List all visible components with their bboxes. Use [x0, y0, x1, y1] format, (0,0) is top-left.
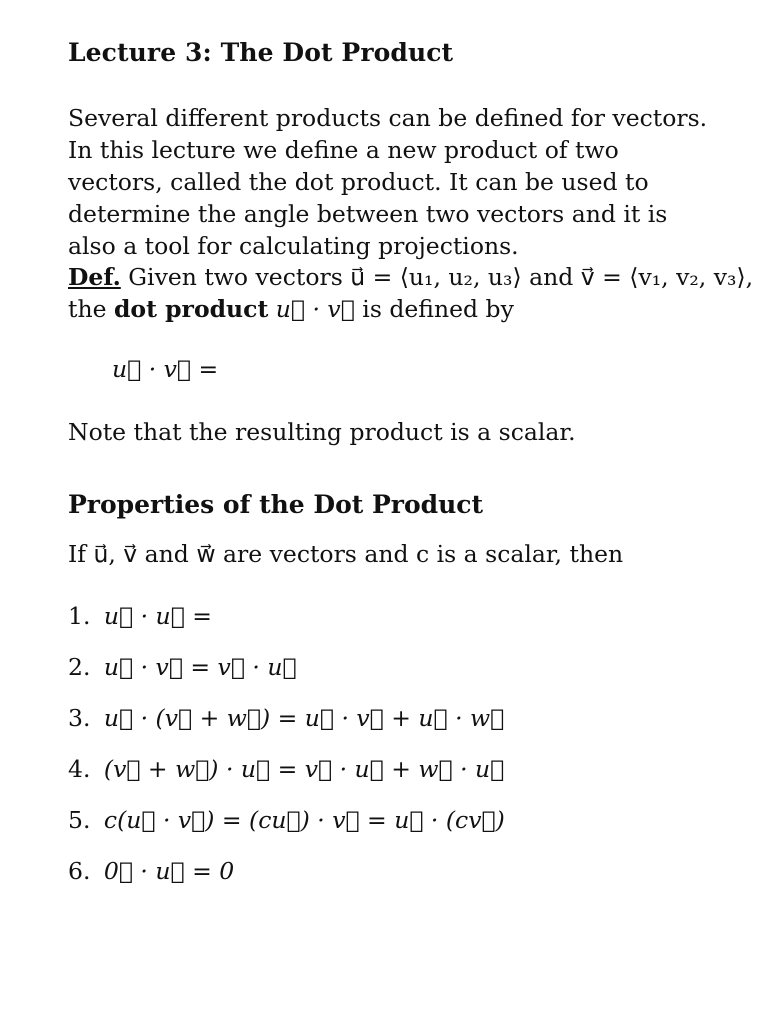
definition-label: Def.: [68, 263, 121, 291]
property-number: 2.: [68, 653, 91, 681]
property-formula: 0⃗ · u⃗ = 0: [103, 857, 235, 885]
scalar-note: Note that the resulting product is a scalar.: [68, 418, 576, 446]
property-number: 1.: [68, 602, 91, 630]
dot-product-formula: u⃗ · v⃗ =: [112, 355, 219, 383]
property-item: [68, 702, 504, 734]
property-formula: u⃗ · u⃗ =: [103, 602, 212, 630]
property-item: [68, 651, 297, 683]
definition-prefix: the: [68, 295, 107, 323]
property-formula: (v⃗ + w⃗) · u⃗ = v⃗ · u⃗ + w⃗ · u⃗: [103, 755, 505, 783]
definition-line-2: [68, 293, 708, 325]
lecture-title: Lecture 3: The Dot Product: [68, 38, 454, 67]
property-number: 3.: [68, 704, 91, 732]
property-number: 5.: [68, 806, 91, 834]
dot-product-notation: u⃗ · v⃗: [275, 295, 355, 323]
property-formula: u⃗ · (v⃗ + w⃗) = u⃗ · v⃗ + u⃗ · w⃗: [103, 704, 505, 732]
definition-vectors-text: Given two vectors u⃗ = ⟨u₁, u₂, u₃⟩ and v⃗ = ⟨v₁, v₂, v₃⟩,: [128, 263, 754, 291]
property-formula: u⃗ · v⃗ = v⃗ · u⃗: [103, 653, 297, 681]
property-number: 4.: [68, 755, 91, 783]
property-item: [68, 804, 505, 836]
dot-product-term: dot product: [113, 295, 269, 323]
properties-intro: If u⃗, v⃗ and w⃗ are vectors and c is a scalar, then: [68, 540, 624, 568]
property-formula: c(u⃗ · v⃗) = (cu⃗) · v⃗ = u⃗ · (cv⃗): [103, 806, 505, 834]
intro-paragraph: Several different products can be defined for vectors. In this lecture we define a new product of two vectors, called the dot product. It can be used to determine the angle between two vectors and it is also a tool for calculating projections.: [68, 104, 708, 260]
property-item: [68, 600, 212, 632]
property-item: [68, 855, 234, 887]
property-item: [68, 753, 504, 785]
properties-heading: Properties of the Dot Product: [68, 490, 484, 519]
property-number: 6.: [68, 857, 91, 885]
definition-suffix: is defined by: [362, 295, 514, 323]
definition-line-1: [68, 261, 754, 293]
